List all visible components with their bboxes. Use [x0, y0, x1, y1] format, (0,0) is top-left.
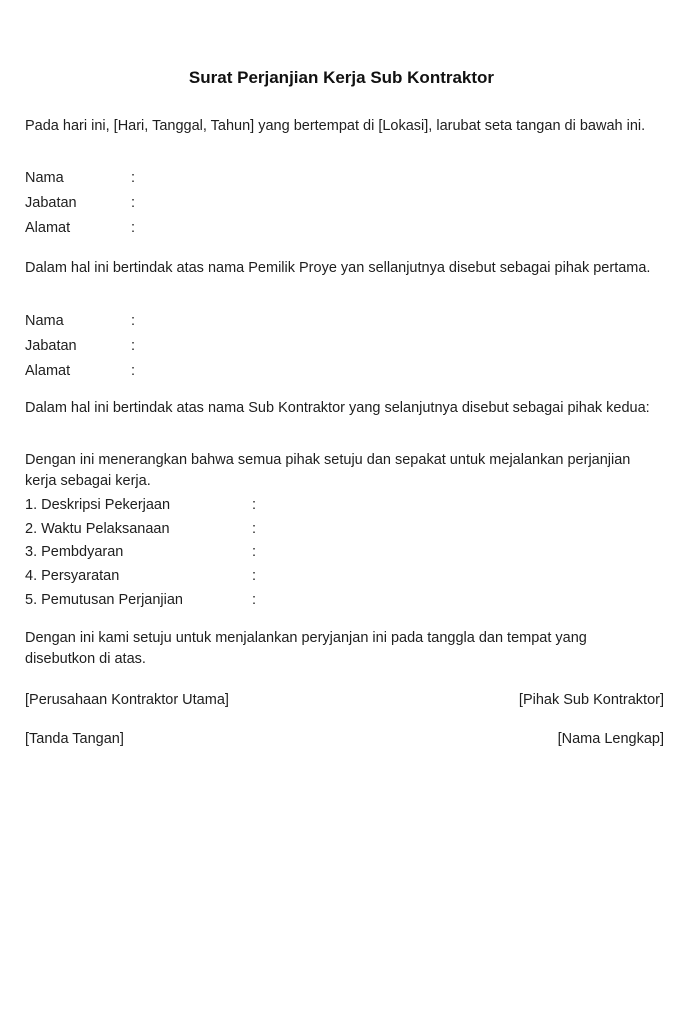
agreement-item [25, 590, 257, 610]
field-colon: : [131, 195, 136, 211]
agreement-intro: Dengan ini menerangkan bahwa semua pihak setuju dan sepakat untuk mejalankan perjanjian kerja sebagai kerja. [25, 452, 631, 489]
document-title: Surat Perjanjian Kerja Sub Kontraktor [188, 68, 495, 87]
intro-paragraph: Pada hari ini, [Hari, Tanggal, Tahun] yang bertempat di [Lokasi], larubat seta tangan di bawah ini. [25, 118, 646, 134]
field-label: Jabatan [25, 195, 77, 211]
party-one-name-row [25, 168, 136, 188]
field-colon: : [131, 363, 136, 379]
agreement-item [25, 519, 257, 539]
field-label: Jabatan [25, 338, 77, 354]
item-label: 2. Waktu Pelaksanaan [25, 521, 170, 537]
party-two-name-row [25, 311, 136, 331]
field-colon: : [131, 220, 136, 236]
signature-placeholder: [Tanda Tangan] [25, 731, 124, 747]
item-colon: : [252, 521, 257, 537]
party-two-statement: Dalam hal ini bertindak atas nama Sub Kontraktor yang selanjutnya disebut sebagai pihak kedua: [25, 400, 650, 416]
field-colon: : [131, 313, 136, 329]
full-name-placeholder: [Nama Lengkap] [557, 731, 664, 747]
item-colon: : [252, 544, 257, 560]
item-label: 1. Deskripsi Pekerjaan [25, 497, 171, 513]
party-two-address-row [25, 361, 136, 381]
field-colon: : [131, 338, 136, 354]
field-label: Nama [25, 313, 64, 329]
party-one-position-row [25, 193, 136, 213]
agreement-item [25, 566, 257, 586]
party-one-statement: Dalam hal ini bertindak atas nama Pemilik Proye yan sellanjutnya disebut sebagai pihak pertama. [25, 260, 651, 276]
party-two-position-row [25, 336, 136, 356]
item-label: 5. Pemutusan Perjanjian [25, 592, 183, 608]
party-one-address-row [25, 218, 136, 238]
field-label: Alamat [25, 220, 71, 236]
field-label: Alamat [25, 363, 71, 379]
field-label: Nama [25, 170, 64, 186]
item-colon: : [252, 568, 257, 584]
item-colon: : [252, 592, 257, 608]
item-label: 4. Persyaratan [25, 568, 120, 584]
agreement-item [25, 542, 257, 562]
agreement-item [25, 495, 257, 515]
item-label: 3. Pembdyaran [25, 544, 124, 560]
closing-paragraph: Dengan ini kami setuju untuk menjalankan peryjanjan ini pada tanggla dan tempat yang disebutkon di atas. [25, 630, 587, 667]
field-colon: : [131, 170, 136, 186]
main-contractor-company: [Perusahaan Kontraktor Utama] [25, 692, 229, 708]
sub-contractor-party: [Pihak Sub Kontraktor] [518, 692, 664, 708]
item-colon: : [252, 497, 257, 513]
